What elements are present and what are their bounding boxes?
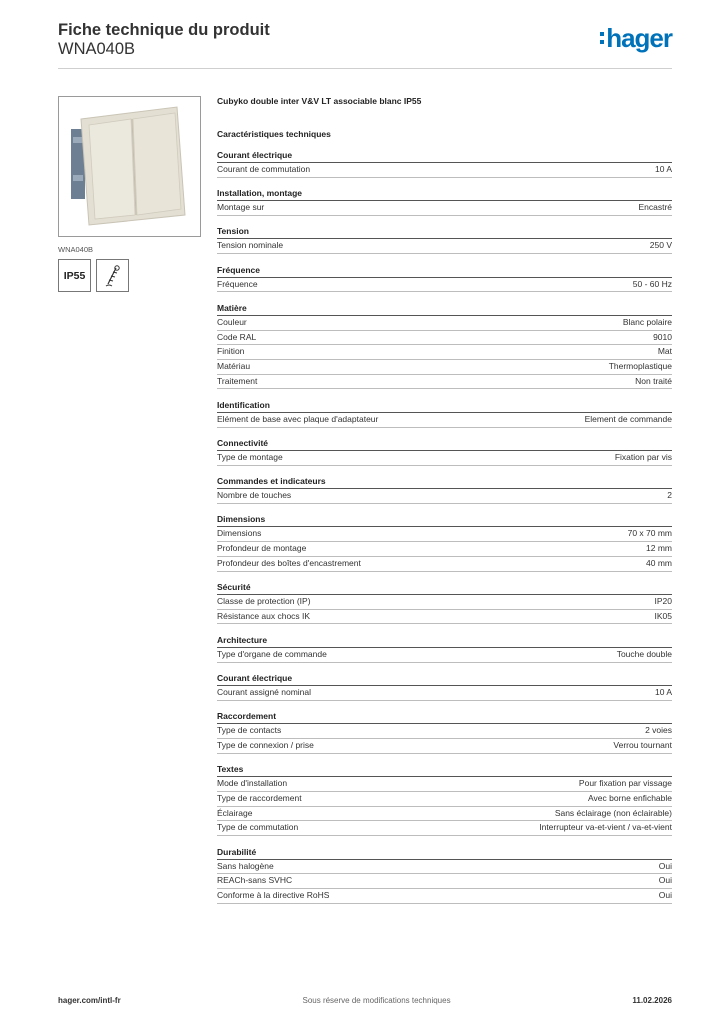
product-reference: WNA040B (58, 40, 136, 58)
spec-value: IK05 (654, 610, 672, 621)
spec-value: 2 (667, 490, 672, 501)
spec-row (217, 821, 672, 836)
spec-label: Type de raccordement (217, 792, 302, 803)
spec-row (217, 527, 672, 542)
spec-value: Avec borne enfichable (588, 792, 672, 803)
screw-fixing-icon (102, 264, 124, 288)
spec-label: Tension nominale (217, 240, 284, 251)
spec-value: 70 x 70 mm (627, 528, 672, 539)
spec-row (217, 542, 672, 557)
spec-value: 9010 (653, 331, 672, 342)
spec-label: Type de commutation (217, 822, 299, 833)
spec-label: Fréquence (217, 278, 258, 289)
spec-row (217, 807, 672, 822)
logo-dots-icon (600, 32, 604, 44)
spec-row (217, 648, 672, 663)
spec-group-title: Courant électrique (217, 150, 672, 163)
spec-value: Element de commande (584, 413, 672, 424)
spec-row (217, 739, 672, 754)
spec-label: Profondeur de montage (217, 543, 307, 554)
spec-group (217, 764, 672, 836)
spec-group-title: Textes (217, 764, 672, 777)
spec-value: Pour fixation par vissage (578, 778, 672, 789)
spec-group (217, 303, 672, 390)
spec-row (217, 239, 672, 254)
spec-value: Oui (658, 875, 672, 886)
footer-website[interactable]: hager.com/intl-fr (58, 996, 121, 1005)
spec-label: Sans halogène (217, 860, 274, 871)
spec-label: Conforme à la directive RoHS (217, 889, 330, 900)
spec-value: Sans éclairage (non éclairable) (554, 807, 672, 818)
spec-value: IP20 (654, 596, 672, 607)
spec-label: Matériau (217, 360, 251, 371)
spec-label: Elément de base avec plaque d'adaptateur (217, 413, 379, 424)
spec-row (217, 792, 672, 807)
hager-logo[interactable] (600, 25, 672, 51)
footer-disclaimer: Sous réserve de modifications techniques (302, 996, 451, 1005)
spec-row (217, 163, 672, 178)
spec-group (217, 188, 672, 216)
spec-label: Code RAL (217, 331, 257, 342)
spec-group-title: Durabilité (217, 847, 672, 860)
page-title: Fiche technique du produit (58, 21, 270, 39)
spec-row (217, 724, 672, 739)
image-reference: WNA040B (58, 245, 94, 254)
spec-value: 2 voies (645, 725, 672, 736)
spec-label: Type de connexion / prise (217, 740, 314, 751)
spec-label: Résistance aux chocs IK (217, 610, 311, 621)
spec-group-title: Tension (217, 226, 672, 239)
spec-value: 10 A (654, 687, 672, 698)
spec-group (217, 150, 672, 178)
spec-label: Type de montage (217, 452, 283, 463)
spec-row (217, 278, 672, 293)
spec-group (217, 438, 672, 466)
spec-label: Type d'organe de commande (217, 648, 327, 659)
spec-value: 10 A (654, 164, 672, 174)
spec-value: Fixation par vis (614, 452, 672, 463)
spec-row (217, 316, 672, 331)
spec-value: Non traité (635, 375, 672, 386)
spec-row (217, 557, 672, 572)
spec-groups (217, 150, 672, 904)
spec-value: Encastré (638, 202, 672, 213)
spec-group-title: Matière (217, 303, 672, 316)
spec-group (217, 711, 672, 753)
spec-label: Couleur (217, 316, 247, 327)
spec-value: Blanc polaire (622, 316, 672, 327)
spec-group-title: Architecture (217, 635, 672, 648)
product-title: Cubyko double inter V&V LT associable blanc IP55 (217, 96, 422, 106)
spec-value: Verrou tournant (613, 740, 672, 751)
specs-heading: Caractéristiques techniques (217, 129, 331, 139)
spec-row (217, 201, 672, 216)
spec-label: Courant de commutation (217, 164, 311, 174)
spec-group (217, 476, 672, 504)
spec-row (217, 610, 672, 625)
spec-label: Nombre de touches (217, 490, 292, 501)
spec-group (217, 847, 672, 904)
spec-row (217, 331, 672, 346)
spec-label: Finition (217, 346, 245, 357)
product-image (58, 96, 201, 237)
spec-group-title: Installation, montage (217, 188, 672, 201)
footer-date: 11.02.2026 (632, 996, 672, 1005)
spec-label: Type de contacts (217, 725, 282, 736)
spec-group (217, 265, 672, 293)
spec-label: REACh-sans SVHC (217, 875, 293, 886)
spec-value: Mat (657, 346, 672, 357)
spec-value: 12 mm (646, 543, 672, 554)
spec-label: Montage sur (217, 202, 265, 213)
spec-row (217, 874, 672, 889)
page-header (58, 21, 672, 69)
spec-group-title: Connectivité (217, 438, 672, 451)
spec-group-title: Commandes et indicateurs (217, 476, 672, 489)
spec-group (217, 635, 672, 663)
spec-group (217, 582, 672, 624)
spec-group (217, 514, 672, 571)
switch-illustration-icon (59, 97, 200, 236)
spec-row (217, 345, 672, 360)
spec-value: Oui (658, 860, 672, 871)
spec-row (217, 777, 672, 792)
ip55-label: IP55 (63, 269, 86, 282)
spec-group-title: Courant électrique (217, 673, 672, 686)
spec-label: Mode d'installation (217, 778, 288, 789)
spec-value: Thermoplastique (608, 360, 672, 371)
spec-value: Interrupteur va-et-vient / va-et-vient (539, 822, 672, 833)
screw-fixing-badge (96, 259, 129, 292)
spec-group-title: Fréquence (217, 265, 672, 278)
spec-row (217, 489, 672, 504)
spec-group (217, 226, 672, 254)
spec-group-title: Identification (217, 400, 672, 413)
spec-label: Éclairage (217, 807, 253, 818)
spec-row (217, 686, 672, 701)
spec-label: Traitement (217, 375, 258, 386)
badge-list (58, 259, 129, 292)
spec-row (217, 413, 672, 428)
spec-row (217, 451, 672, 466)
logo-text: hager (606, 23, 672, 53)
spec-row (217, 889, 672, 904)
spec-group-title: Sécurité (217, 582, 672, 595)
page-footer (58, 996, 672, 1005)
spec-value: Touche double (616, 648, 672, 659)
spec-value: 40 mm (646, 557, 672, 568)
spec-group (217, 673, 672, 701)
spec-row (217, 360, 672, 375)
ip55-badge (58, 259, 91, 292)
spec-value: 250 V (649, 240, 672, 251)
spec-value: 50 - 60 Hz (632, 278, 672, 289)
spec-group-title: Raccordement (217, 711, 672, 724)
spec-label: Dimensions (217, 528, 262, 539)
spec-group-title: Dimensions (217, 514, 672, 527)
spec-value: Oui (658, 889, 672, 900)
spec-label: Profondeur des boîtes d'encastrement (217, 557, 361, 568)
spec-group (217, 400, 672, 428)
spec-row (217, 595, 672, 610)
spec-row (217, 860, 672, 875)
spec-label: Classe de protection (IP) (217, 596, 311, 607)
spec-label: Courant assigné nominal (217, 687, 312, 698)
spec-panel (217, 96, 672, 914)
spec-row (217, 375, 672, 390)
